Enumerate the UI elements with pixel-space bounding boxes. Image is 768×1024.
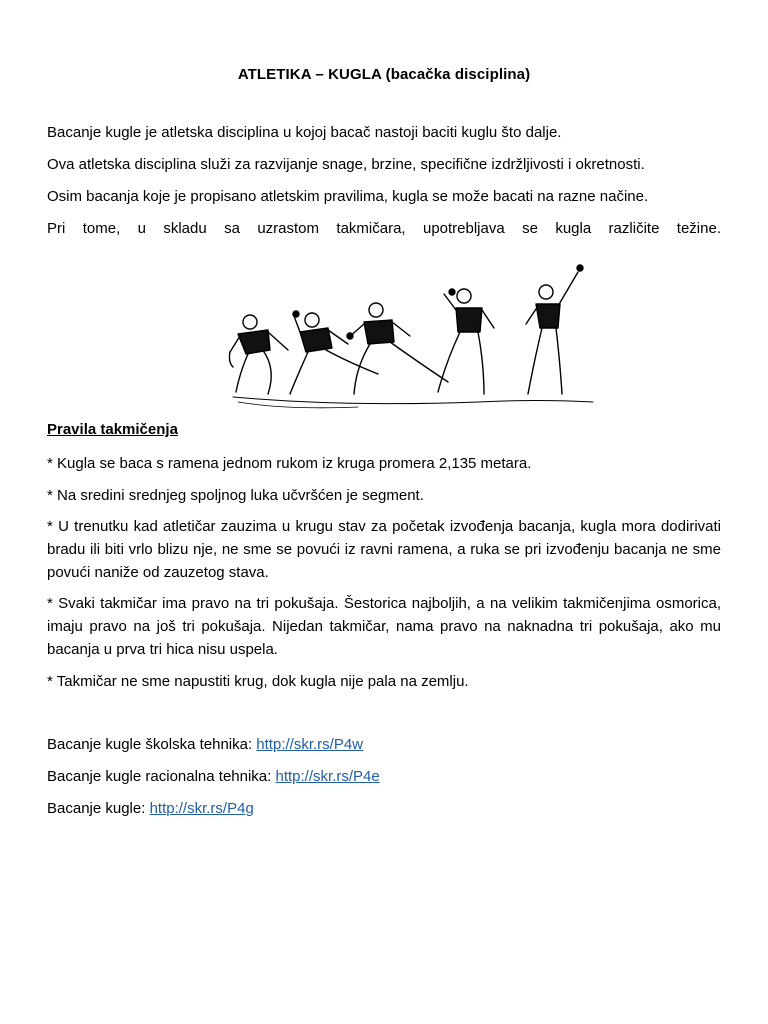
rule-item-1: * Kugla se baca s ramena jednom rukom iz kruga promera 2,135 metara. (47, 455, 532, 472)
shot-put-illustration (228, 262, 598, 412)
rules-heading: Pravila takmičenja (47, 421, 178, 438)
figure-4 (438, 289, 494, 394)
figure-3 (347, 303, 448, 394)
rule-item-2: * Na sredini srednjeg spoljnog luka učvršćen je segment. (47, 487, 424, 504)
document-title: ATLETIKA – KUGLA (bacačka disciplina) (237, 66, 531, 83)
figure-5 (526, 265, 583, 394)
link-line-shot-put (47, 799, 254, 819)
rule-item-3: * U trenutku kad atletičar zauzima u krugu stav za početak izvođenja bacanja, kugla mora dodirivati bradu ili biti vrlo blizu nje, ne sme se povući iz ravni ramena, a ruka se pri izvođenju bacanja ne sme povući naniže od zauzetog stava. (47, 518, 721, 581)
rule-item-5: * Takmičar ne sme napustiti krug, dok kugla nije pala na zemlju. (47, 673, 469, 690)
intro-paragraph-3: Osim bacanja koje je propisano atletskim pravilima, kugla se može bacati na razne načine. (47, 188, 649, 205)
rule-item-4: * Svaki takmičar ima pravo na tri pokušaja. Šestorica najboljih, a na velikim takmičenjima osmorica, imaju pravo na još tri pokušaja. Nijedan takmičar, nama pravo na naknadna tri pokušaja, ako mu bacanja u prva tri hica nisu uspela. (47, 595, 721, 658)
link-label: Bacanje kugle: (47, 800, 150, 817)
link-line-rational-technique (47, 767, 380, 787)
link-label: Bacanje kugle školska tehnika: (47, 736, 257, 753)
link-school-technique[interactable]: http://skr.rs/P4w (256, 736, 363, 753)
intro-paragraph-2: Ova atletska disciplina služi za razvijanje snage, brzine, specifične izdržljivosti i okretnosti. (47, 156, 645, 173)
link-rational-technique[interactable]: http://skr.rs/P4e (275, 768, 380, 785)
link-label: Bacanje kugle racionalna tehnika: (47, 768, 276, 785)
intro-paragraph-1: Bacanje kugle je atletska disciplina u kojoj bacač nastoji baciti kuglu što dalje. (47, 124, 562, 141)
intro-paragraph-4: Pri tome, u skladu sa uzrastom takmičara, upotrebljava se kugla različite težine. (47, 220, 721, 237)
figure-1 (229, 315, 288, 394)
link-shot-put[interactable]: http://skr.rs/P4g (149, 800, 254, 817)
link-line-school-technique (47, 735, 363, 755)
